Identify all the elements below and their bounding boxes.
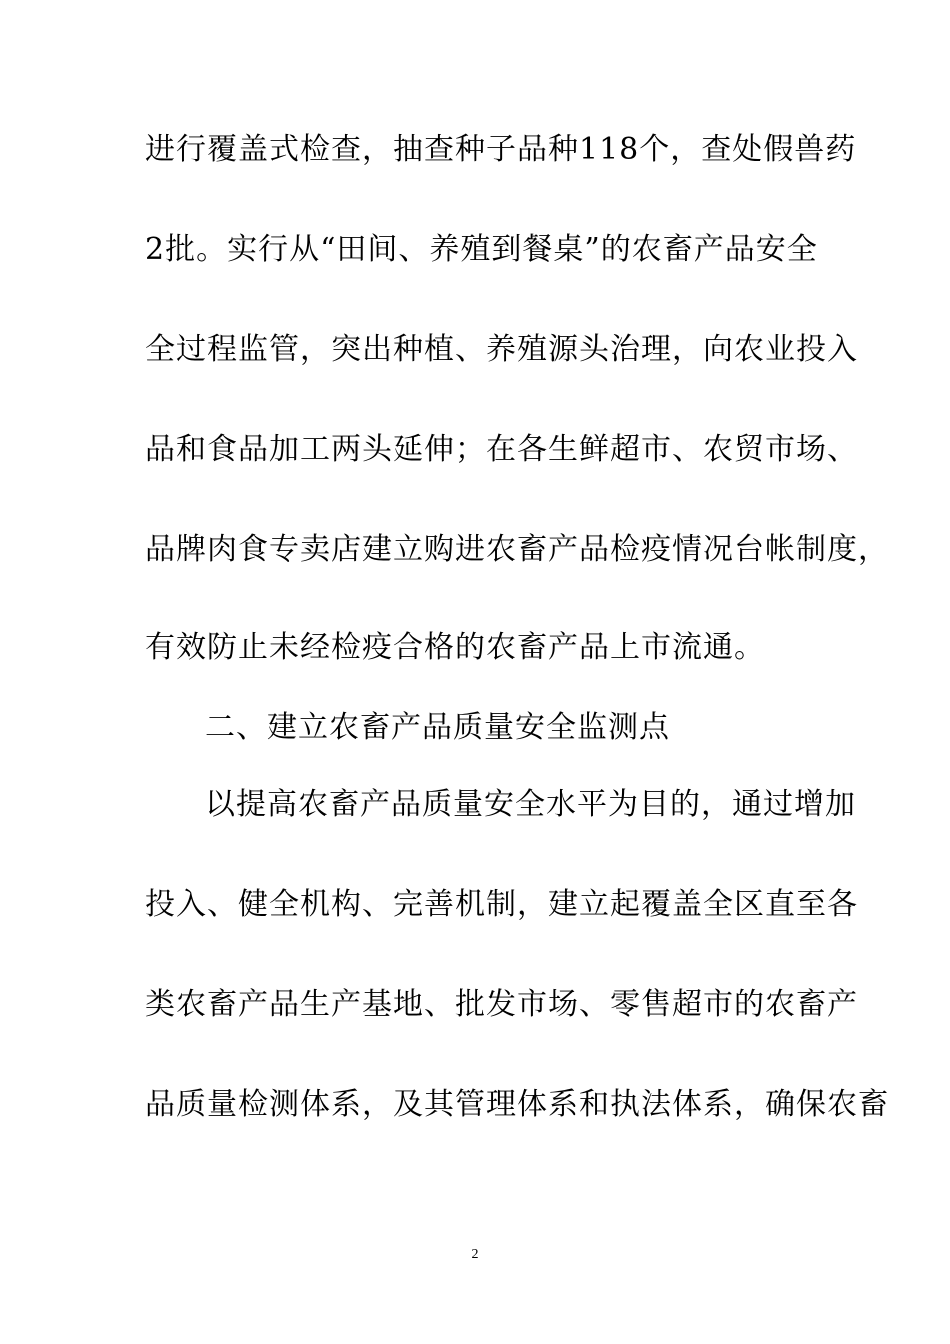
section-heading: 二、建立农畜产品质量安全监测点 (205, 710, 670, 745)
paragraph2-line-3: 类农畜产品生产基地、批发市场、零售超市的农畜产 (145, 987, 858, 1022)
paragraph2-line-2: 投入、健全机构、完善机制，建立起覆盖全区直至各 (145, 887, 858, 922)
paragraph2-line-4: 品质量检测体系，及其管理体系和执法体系，确保农畜 (145, 1087, 889, 1122)
paragraph-line-5: 品牌肉食专卖店建立购进农畜产品检疫情况台帐制度， (145, 532, 889, 567)
paragraph-line-4: 品和食品加工两头延伸；在各生鲜超市、农贸市场、 (145, 432, 858, 467)
paragraph2-line-1: 以提高农畜产品质量安全水平为目的，通过增加 (205, 787, 856, 822)
paragraph-line-3: 全过程监管，突出种植、养殖源头治理，向农业投入 (145, 332, 858, 367)
paragraph-line-6: 有效防止未经检疫合格的农畜产品上市流通。 (145, 630, 765, 665)
page-number: 2 (471, 1247, 479, 1262)
paragraph-line-1: 进行覆盖式检查，抽查种子品种118个，查处假兽药 (145, 132, 857, 167)
paragraph-line-2: 2批。实行从“田间、养殖到餐桌”的农畜产品安全 (145, 232, 818, 267)
